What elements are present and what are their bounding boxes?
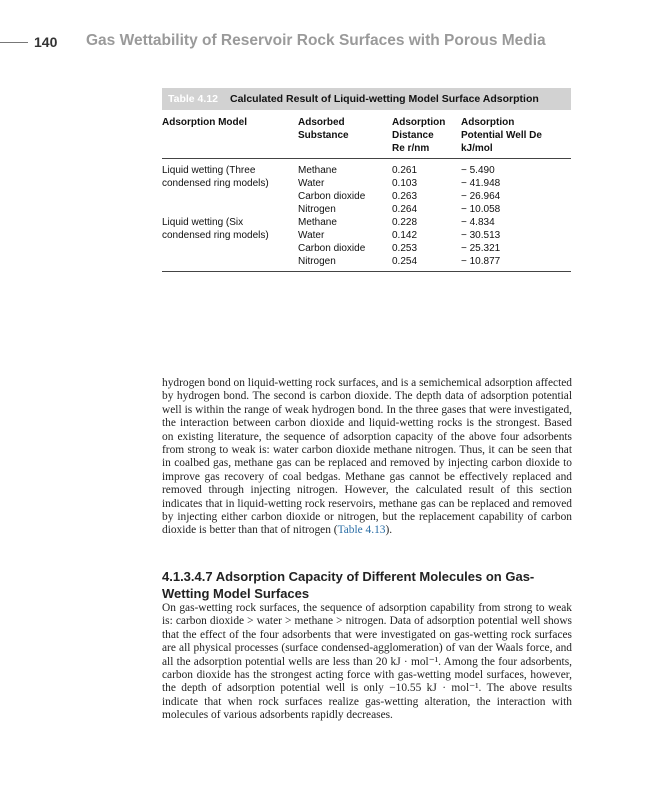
cell-potential: − 26.964 [461,191,501,202]
cell-model [162,203,298,216]
table-bottom-rule [162,271,571,272]
table-caption [162,88,571,110]
table-row [162,242,571,255]
table-header-row [162,110,571,159]
cell-distance: 0.142 [392,230,418,241]
cell-model: Liquid wetting (Six [162,217,244,228]
cell-potential: − 4.834 [461,217,495,228]
paragraph-1-tail: ). [385,524,393,537]
table-row [162,177,571,190]
cell-potential: − 10.058 [461,204,501,215]
cell-potential: − 10.877 [461,256,501,267]
body-paragraph-2: On gas-wetting rock surfaces, the sequence of adsorption capability from strong to weak is: carbon dioxide > water > methane > nitrogen. Data of adsorption potential well shows that the effect of the four adsorbents that were investigated on gas-wetting rock surfaces are all physical processes (surface condensed-agglomeration) of van der Waals force, and all the adsorption potential wells are less than 20 kJ · mol⁻¹. Among the four adsorbents, carbon dioxide has the strongest acting force with gas-wetting model surfaces, however, the depth of adsorption potential well is only −10.55 kJ · mol⁻¹. The above results indicate that when rock surfaces realize gas-wetting alteration, the interaction with molecules of various adsorbents rapidly decreases. [162,602,572,722]
cell-model [162,255,298,271]
header-adsorbed-substance: Adsorbed Substance [298,117,349,141]
table-caption-text: Calculated Result of Liquid-wetting Model Surface Adsorption [230,93,539,105]
cell-potential: − 41.948 [461,178,501,189]
cell-substance: Water [298,230,325,241]
header-potential-well: Adsorption Potential Well De kJ/mol [461,117,542,154]
table-row [162,216,571,229]
cell-substance: Water [298,178,325,189]
table-4-12 [162,88,571,272]
header-rule [0,42,28,43]
cell-distance: 0.264 [392,204,418,215]
data-table [162,110,571,271]
cell-substance: Carbon dioxide [298,191,366,202]
cell-potential: − 25.321 [461,243,501,254]
cell-model: Liquid wetting (Three [162,165,256,176]
table-row [162,190,571,203]
section-heading: 4.1.3.4.7 Adsorption Capacity of Different Molecules on Gas-Wetting Model Surfaces [162,569,535,601]
paragraph-1-text: hydrogen bond on liquid-wetting rock surfaces, and is a semichemical adsorption affected by hydrogen bond. The second is carbon dioxide. The depth data of adsorption potential well is within the range of weak hydrogen bond. In the three gases that were investigated, the interaction between carbon dioxide and liquid-wetting rocks is the strongest. Based on existing literature, the sequence of adsorption capacity of the above four adsorbents from strong to weak is: water carbon dioxide methane nitrogen. Thus, it can be seen that in coalbed gas, methane gas can be replaced and removed by injecting carbon dioxide to improve gas recovery of coal bedgas. Methane gas cannot be effectively replaced and removed through injecting nitrogen. However, the calculated result of this section indicates that in liquid-wetting rock reservoirs, methane gas can be replaced and removed by injecting either carbon dioxide or nitrogen, but the replacement capability of carbon dioxide is better than that of nitrogen ( [162,377,572,537]
cell-distance: 0.261 [392,165,418,176]
cell-distance: 0.254 [392,256,418,267]
cell-potential: − 30.513 [461,230,501,241]
page-number: 140 [34,34,58,50]
cell-potential: − 5.490 [461,165,495,176]
cell-model: condensed ring models) [162,230,269,241]
cell-substance: Nitrogen [298,204,336,215]
cell-substance: Methane [298,217,337,228]
cell-distance: 0.263 [392,191,418,202]
cell-distance: 0.103 [392,178,418,189]
cell-substance: Nitrogen [298,256,336,267]
header-adsorption-model: Adsorption Model [162,117,247,128]
table-row [162,159,571,178]
table-label: Table 4.12 [168,93,218,105]
running-title: Gas Wettability of Reservoir Rock Surfaces with Porous Media [86,32,546,49]
body-paragraph-1 [162,377,572,538]
header-adsorption-distance: Adsorption Distance Re r/nm [392,117,446,154]
cell-model: condensed ring models) [162,178,269,189]
table-4-13-link[interactable]: Table 4.13 [337,524,386,537]
cell-substance: Methane [298,165,337,176]
cell-substance: Carbon dioxide [298,243,366,254]
cell-distance: 0.228 [392,217,418,228]
cell-distance: 0.253 [392,243,418,254]
cell-model [162,190,298,203]
cell-model [162,242,298,255]
table-row [162,229,571,242]
table-row [162,203,571,216]
table-row [162,255,571,271]
